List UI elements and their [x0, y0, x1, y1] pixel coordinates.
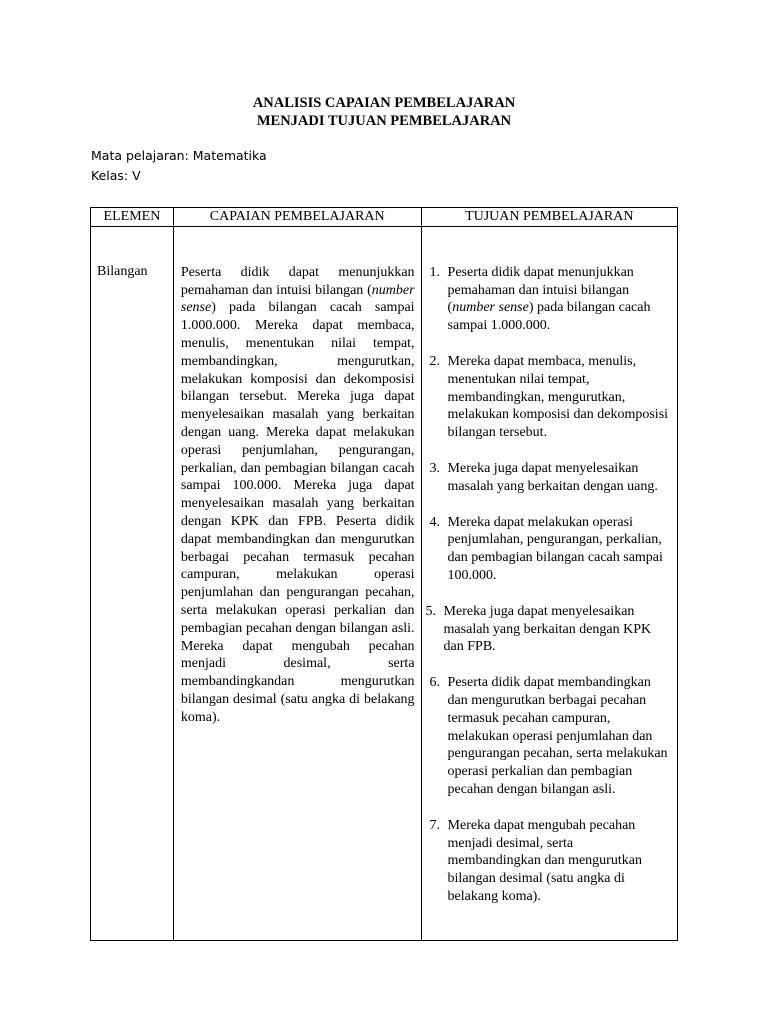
learning-outcomes-table: [90, 207, 678, 941]
goal-item-4: [430, 514, 669, 585]
goal-number: 7.: [429, 817, 441, 833]
goal-text-b: ) pada bilangan cacah sampai 1.000.000.: [447, 300, 651, 334]
table-row: [91, 226, 678, 940]
goal-item-6: [430, 674, 669, 799]
tujuan-cell: [421, 226, 677, 940]
goal-text: Mereka dapat melakukan operasi penjumlahan, pengurangan, perkalian, dan pembagian bilangan cacah sampai 100.000.: [447, 514, 663, 583]
goal-item-7: [430, 817, 669, 906]
goal-number: 1.: [429, 264, 441, 280]
element-cell: [91, 226, 174, 940]
goal-item-1: [430, 264, 669, 335]
header-tujuan: TUJUAN PEMBELAJARAN: [421, 208, 677, 227]
goal-text-a: Peserta didik dapat menunjukkan pemahaman dan intuisi bilangan (: [447, 264, 634, 316]
capaian-italic-term: number sense: [180, 282, 415, 316]
subject-label: Mata pelajaran: Matematika: [91, 148, 267, 163]
goal-number: 2.: [429, 353, 441, 369]
capaian-text-2: ) pada bilangan cacah sampai 1.000.000. Mereka dapat membaca, menulis, menentukan nilai tempat, membandingkan, mengurutkan, melakukan komposisi dan dekomposisi bilangan tersebut. Mereka juga dapat menyelesaikan masalah yang berkaitan dengan uang. Mereka dapat melakukan operasi penjumlahan, pengurangan, perkalian, dan pembagian bilangan cacah sampai 100.000. Mereka juga dapat menyelesaikan masalah yang berkaitan dengan KPK dan FPB. Peserta didik dapat membandingkan dan mengurutkan berbagai pecahan termasuk pecahan campuran, melakukan operasi penjumlahan dan pengurangan pecahan, serta melakukan operasi perkalian dan pembagian pecahan dengan bilangan asli. Mereka dapat mengubah pecahan menjadi desimal, serta membandingkandan mengurutkan bilangan desimal (satu angka di belakang koma).: [180, 300, 415, 725]
goal-italic-term: number sense: [452, 300, 529, 316]
goal-item-2: [430, 353, 669, 442]
goal-number: 6.: [429, 675, 441, 691]
element-name: Bilangan: [97, 263, 148, 279]
document-title-line-2: MENJADI TUJUAN PEMBELAJARAN: [256, 113, 512, 129]
goal-number: 3.: [429, 460, 441, 476]
header-elemen: ELEMEN: [91, 208, 174, 227]
table-header-row: [91, 208, 678, 227]
capaian-cell: [173, 226, 421, 940]
goal-item-3: [430, 460, 669, 496]
grade-label: Kelas: V: [91, 168, 141, 183]
goal-text: Mereka dapat mengubah pecahan menjadi desimal, serta membandingkan dan mengurutkan bilangan desimal (satu angka di belakang koma).: [447, 817, 642, 904]
document-title-line-1: ANALISIS CAPAIAN PEMBELAJARAN: [252, 95, 516, 111]
goal-text: Mereka dapat membaca, menulis, menentukan nilai tempat, membandingkan, mengurutkan, melakukan komposisi dan dekomposisi bilangan tersebut.: [447, 353, 669, 441]
goal-text: Mereka juga dapat menyelesaikan masalah yang berkaitan dengan uang.: [447, 460, 658, 494]
header-capaian: CAPAIAN PEMBELAJARAN: [173, 208, 421, 227]
capaian-text-1: Peserta didik dapat menunjukkan pemahaman dan intuisi bilangan (: [180, 264, 415, 298]
goal-number: 4.: [429, 514, 441, 530]
goal-text: Peserta didik dapat membandingkan dan mengurutkan berbagai pecahan termasuk pecahan campuran, melakukan operasi penjumlahan dan pengurangan pecahan, serta melakukan operasi perkalian dan pembagian pecahan dengan bilangan asli.: [447, 675, 668, 797]
goal-item-5: [425, 603, 669, 656]
goal-number: 5.: [425, 603, 437, 619]
goals-list: [425, 264, 669, 906]
goal-text: Mereka juga dapat menyelesaikan masalah yang berkaitan dengan KPK dan FPB.: [443, 603, 652, 655]
